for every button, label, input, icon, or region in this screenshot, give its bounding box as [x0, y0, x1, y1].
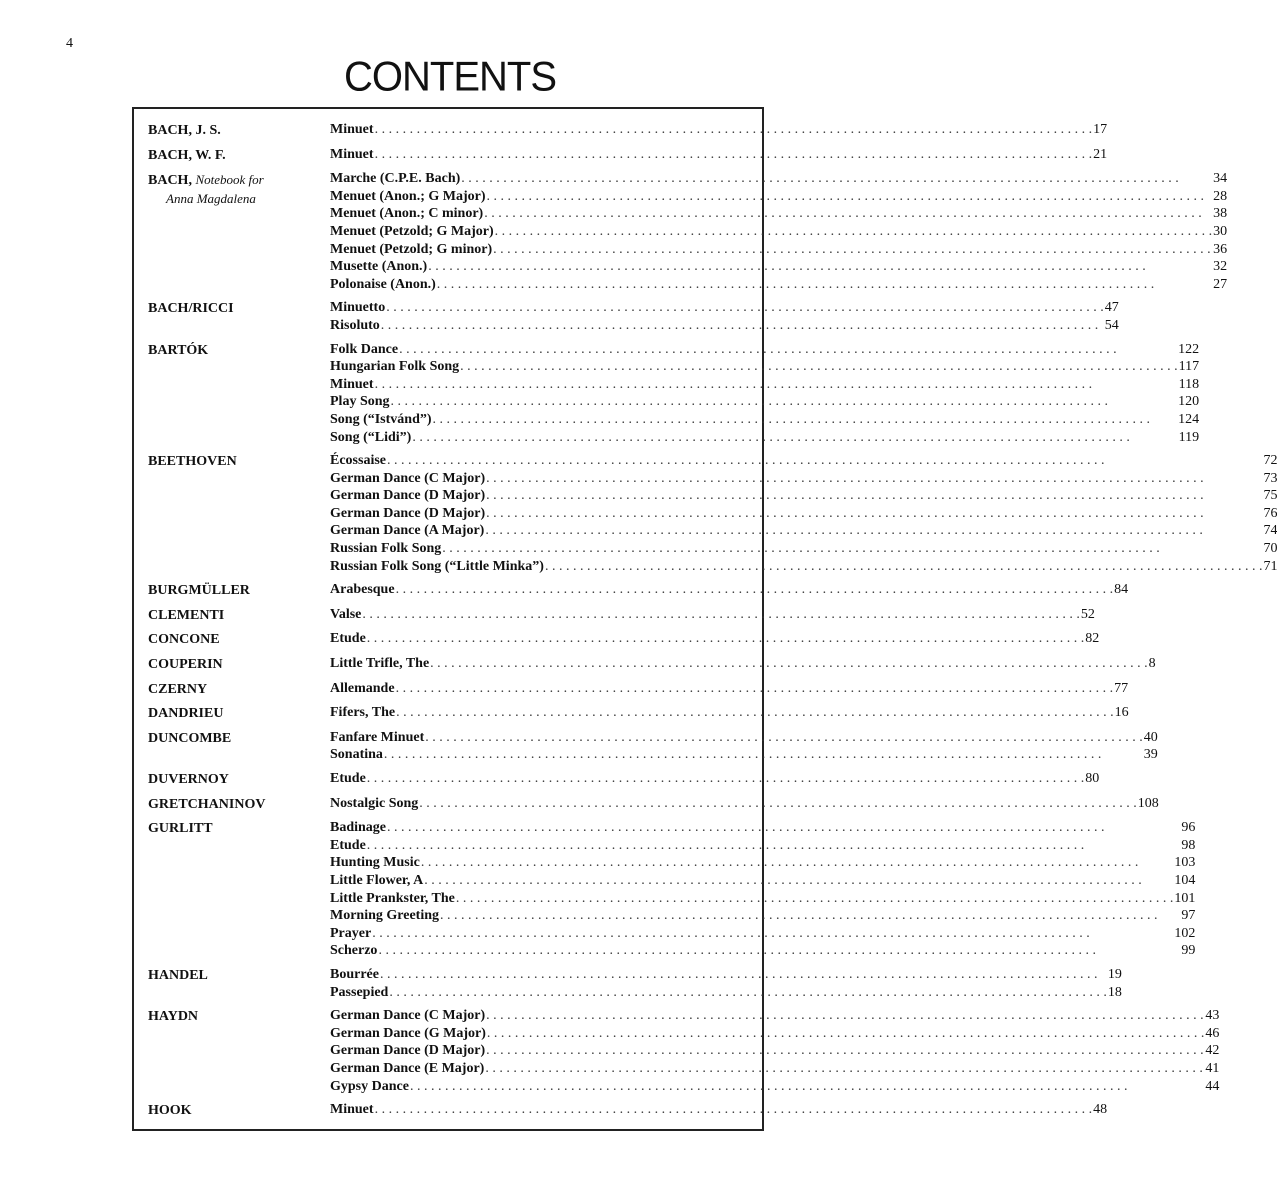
piece-title: Minuet: [330, 146, 374, 162]
piece-entry: [330, 746, 1158, 764]
piece-list: [330, 630, 1099, 649]
page-ref: 76: [1263, 505, 1277, 521]
page-ref: 19: [1107, 966, 1122, 982]
piece-title: Nostalgic Song: [330, 795, 419, 811]
piece-title: Russian Folk Song: [330, 541, 442, 557]
dot-leader: [493, 241, 1212, 259]
piece-entry: [330, 680, 1128, 698]
composer-name: [148, 630, 330, 649]
composer-name: [148, 299, 330, 334]
composer-name: [148, 170, 330, 293]
piece-entry: [330, 341, 1199, 359]
piece-entry: [330, 258, 1227, 276]
piece-title: Hunting Music: [330, 855, 420, 871]
composer-label: DANDRIEU: [148, 706, 224, 722]
dot-leader: [367, 630, 1085, 648]
dot-leader: [381, 317, 1104, 335]
composer-note: Notebook for: [195, 172, 264, 188]
page-ref: 117: [1178, 359, 1200, 375]
composer-name: [148, 1101, 330, 1120]
dot-leader: [545, 558, 1263, 576]
piece-entry: [330, 984, 1122, 1002]
page-ref: 54: [1104, 317, 1119, 333]
piece-title: Song (“Istvánd”): [330, 411, 432, 427]
piece-title: Folk Dance: [330, 341, 399, 357]
piece-title: Minuetto: [330, 300, 386, 316]
piece-entry: [330, 704, 1129, 722]
piece-title: Écossaise: [330, 453, 386, 469]
composer-group: [148, 1007, 1220, 1095]
piece-entry: [330, 606, 1095, 624]
page-ref: 21: [1093, 146, 1108, 162]
dot-leader: [495, 223, 1213, 241]
piece-list: [330, 819, 1195, 960]
dot-leader: [487, 1025, 1205, 1043]
piece-title: Allemande: [330, 680, 395, 696]
piece-entry: [330, 1060, 1219, 1078]
page-ref: 46: [1205, 1025, 1220, 1041]
composer-group: [148, 1101, 1108, 1120]
piece-title: Little Trifle, The: [330, 656, 430, 672]
composer-label: GURLITT: [148, 821, 213, 837]
dot-leader: [375, 146, 1093, 164]
piece-list: [330, 1101, 1107, 1120]
composer-group: [148, 630, 1100, 649]
dot-leader: [372, 925, 1173, 943]
composer-name: [148, 729, 330, 764]
page-ref: 102: [1174, 925, 1196, 941]
page-ref: 8: [1148, 656, 1156, 672]
page-ref: 99: [1181, 943, 1196, 959]
page-ref: 42: [1205, 1043, 1220, 1059]
composer-label: BURGMÜLLER: [148, 583, 250, 599]
piece-title: Minuet: [330, 376, 374, 392]
composer-label: GRETCHANINOV: [148, 796, 266, 812]
dot-leader: [419, 795, 1137, 813]
composer-label: BARTÓK: [148, 342, 209, 358]
page-title: CONTENTS: [344, 53, 556, 101]
piece-title: Scherzo: [330, 943, 378, 959]
piece-title: Fifers, The: [330, 705, 396, 721]
piece-list: [330, 680, 1128, 699]
composer-label: HOOK: [148, 1103, 192, 1119]
composer-group: [148, 170, 1228, 293]
dot-leader: [428, 258, 1212, 276]
piece-title: Menuet (Anon.; G Major): [330, 188, 486, 204]
piece-title: Gypsy Dance: [330, 1078, 409, 1094]
dot-leader: [486, 505, 1262, 523]
page-ref: 32: [1213, 259, 1228, 275]
composer-group: [148, 680, 1129, 699]
dot-leader: [367, 770, 1085, 788]
dot-leader: [440, 907, 1180, 925]
composer-name: [148, 680, 330, 699]
composer-group: [148, 795, 1159, 814]
composer-group: [148, 819, 1196, 960]
piece-entry: [330, 907, 1195, 925]
page-ref: 82: [1085, 631, 1100, 647]
page-ref: 75: [1263, 488, 1277, 504]
composer-group: [148, 146, 1108, 165]
composer-label: DUVERNOY: [148, 772, 229, 787]
piece-entry: [330, 795, 1159, 813]
dot-leader: [433, 411, 1178, 429]
page-ref: 98: [1181, 837, 1196, 853]
composer-label: CONCONE: [148, 632, 220, 648]
composer-name: [148, 121, 330, 140]
composer-name: [148, 770, 330, 789]
page-ref: 104: [1174, 872, 1196, 888]
piece-title: Hungarian Folk Song: [330, 359, 460, 375]
dot-leader: [421, 854, 1173, 872]
piece-entry: [330, 317, 1119, 335]
contents-frame: [132, 107, 1277, 1131]
page-ref: 72: [1263, 453, 1277, 469]
page-ref: 43: [1205, 1008, 1220, 1024]
composer-name: [148, 795, 330, 814]
composer-name: [148, 606, 330, 625]
dot-leader: [378, 942, 1180, 960]
piece-entry: [330, 655, 1156, 673]
page-ref: 47: [1104, 300, 1119, 316]
dot-leader: [375, 376, 1178, 394]
dot-leader: [387, 819, 1180, 837]
piece-title: German Dance (C Major): [330, 1008, 486, 1024]
piece-list: [330, 170, 1227, 293]
page-ref: 36: [1213, 241, 1228, 257]
page-ref: 41: [1205, 1060, 1220, 1076]
dot-leader: [437, 276, 1212, 294]
composer-group: [148, 452, 1277, 575]
piece-entry: [330, 411, 1199, 429]
composer-name: [148, 341, 330, 447]
composer-group: [148, 770, 1100, 789]
piece-title: Little Prankster, The: [330, 890, 455, 906]
piece-title: Badinage: [330, 820, 387, 836]
dot-leader: [391, 393, 1178, 411]
page-ref: 118: [1178, 376, 1200, 392]
piece-title: Play Song: [330, 394, 390, 410]
composer-label: COUPERIN: [148, 657, 223, 673]
page-number: 4: [66, 36, 73, 51]
piece-list: [330, 729, 1158, 764]
page-ref: 96: [1181, 820, 1196, 836]
piece-title: German Dance (D Major): [330, 1043, 486, 1059]
piece-title: Prayer: [330, 925, 372, 941]
composer-name: [148, 581, 330, 600]
piece-list: [330, 1007, 1219, 1095]
page-ref: 16: [1114, 705, 1129, 721]
piece-list: [330, 606, 1095, 625]
piece-entry: [330, 452, 1277, 470]
dot-leader: [399, 341, 1177, 359]
piece-title: Song (“Lidi”): [330, 429, 412, 445]
dot-leader: [461, 170, 1212, 188]
page-ref: 108: [1137, 795, 1159, 811]
page-ref: 74: [1263, 523, 1277, 539]
page-ref: 120: [1178, 394, 1200, 410]
piece-title: German Dance (G Major): [330, 1025, 486, 1041]
composer-name: [148, 1007, 330, 1095]
dot-leader: [442, 540, 1262, 558]
piece-entry: [330, 121, 1107, 139]
piece-title: Etude: [330, 631, 366, 647]
composer-group: [148, 606, 1095, 625]
page-ref: 34: [1213, 171, 1228, 187]
page-ref: 18: [1107, 984, 1122, 1000]
piece-title: Russian Folk Song (“Little Minka”): [330, 558, 544, 574]
piece-entry: [330, 925, 1195, 943]
piece-title: Minuet: [330, 122, 374, 137]
page-ref: 101: [1174, 890, 1196, 906]
piece-entry: [330, 966, 1122, 984]
piece-title: Polonaise (Anon.): [330, 276, 436, 292]
composer-name: [148, 819, 330, 960]
piece-list: [330, 655, 1156, 674]
page-ref: 84: [1114, 582, 1129, 598]
piece-title: Musette (Anon.): [330, 259, 428, 275]
dot-leader: [375, 121, 1093, 139]
composer-label: DUNCOMBE: [148, 730, 232, 746]
composer-group: [148, 966, 1122, 1001]
page-ref: 70: [1263, 541, 1277, 557]
composer-name: [148, 146, 330, 165]
piece-title: Morning Greeting: [330, 908, 440, 924]
page-ref: 97: [1181, 908, 1196, 924]
dot-leader: [396, 704, 1114, 722]
piece-entry: [330, 522, 1277, 540]
page-ref: 71: [1263, 558, 1277, 574]
piece-title: Marche (C.P.E. Bach): [330, 171, 461, 187]
page-ref: 80: [1085, 771, 1100, 786]
piece-entry: [330, 276, 1227, 294]
dot-leader: [456, 890, 1174, 908]
dot-leader: [484, 205, 1212, 223]
dot-leader: [412, 429, 1177, 447]
piece-entry: [330, 1025, 1219, 1043]
piece-list: [330, 121, 1107, 140]
dot-leader: [386, 299, 1104, 317]
composer-label: BEETHOVEN: [148, 454, 237, 470]
piece-entry: [330, 393, 1199, 411]
piece-entry: [330, 630, 1099, 648]
piece-title: Sonatina: [330, 747, 383, 763]
piece-entry: [330, 505, 1277, 523]
piece-entry: [330, 205, 1227, 223]
piece-title: Menuet (Petzold; G Major): [330, 223, 494, 239]
composer-group: [148, 655, 1156, 674]
piece-title: German Dance (A Major): [330, 523, 485, 539]
composer-group: [148, 299, 1119, 334]
composer-name: [148, 452, 330, 575]
composer-name: [148, 655, 330, 674]
composer-label: HANDEL: [148, 967, 208, 983]
piece-entry: [330, 170, 1227, 188]
dot-leader: [430, 655, 1148, 673]
piece-list: [330, 146, 1107, 165]
piece-entry: [330, 819, 1195, 837]
piece-entry: [330, 872, 1195, 890]
composer-group: [148, 341, 1200, 447]
page-ref: 44: [1205, 1078, 1220, 1094]
piece-list: [330, 770, 1099, 789]
piece-entry: [330, 358, 1199, 376]
page-ref: 17: [1093, 122, 1108, 137]
dot-leader: [410, 1078, 1204, 1096]
piece-title: Menuet (Petzold; G minor): [330, 241, 493, 257]
page-ref: 52: [1080, 606, 1095, 622]
page-ref: 103: [1174, 855, 1196, 871]
piece-list: [330, 795, 1159, 814]
piece-title: Risoluto: [330, 317, 380, 333]
page-ref: 124: [1178, 411, 1200, 427]
piece-list: [330, 704, 1129, 723]
composer-label: BACH,: [148, 173, 192, 189]
composer-label: BACH, W. F.: [148, 147, 226, 163]
piece-title: German Dance (C Major): [330, 470, 486, 486]
piece-list: [330, 452, 1277, 575]
piece-entry: [330, 837, 1195, 855]
piece-entry: [330, 558, 1277, 576]
page-ref: 122: [1178, 341, 1200, 357]
dot-leader: [362, 606, 1080, 624]
piece-title: Minuet: [330, 1102, 374, 1118]
composer-group: [148, 121, 1108, 140]
dot-leader: [485, 522, 1262, 540]
piece-entry: [330, 241, 1227, 259]
dot-leader: [396, 680, 1114, 698]
piece-list: [330, 966, 1122, 1001]
piece-entry: [330, 487, 1277, 505]
piece-entry: [330, 890, 1195, 908]
page-ref: 73: [1263, 470, 1277, 486]
composer-name: [148, 704, 330, 723]
piece-title: Etude: [330, 771, 366, 786]
page-ref: 38: [1213, 206, 1228, 222]
page-ref: 40: [1143, 729, 1158, 745]
dot-leader: [367, 837, 1181, 855]
piece-entry: [330, 429, 1199, 447]
piece-entry: [330, 188, 1227, 206]
dot-leader: [486, 1007, 1204, 1025]
dot-leader: [387, 452, 1262, 470]
page-ref: 27: [1213, 276, 1228, 292]
piece-entry: [330, 146, 1107, 164]
piece-entry: [330, 540, 1277, 558]
piece-title: German Dance (E Major): [330, 1060, 485, 1076]
dot-leader: [424, 872, 1173, 890]
piece-title: Menuet (Anon.; C minor): [330, 206, 484, 222]
page-ref: 28: [1213, 188, 1228, 204]
dot-leader: [486, 470, 1262, 488]
page-ref: 39: [1143, 747, 1158, 763]
page-ref: 30: [1213, 223, 1228, 239]
piece-entry: [330, 1007, 1219, 1025]
dot-leader: [425, 729, 1143, 747]
dot-leader: [486, 487, 1262, 505]
page-ref: 119: [1178, 429, 1200, 445]
composer-subtitle: Anna Magdalena: [166, 190, 256, 206]
piece-entry: [330, 1101, 1107, 1119]
piece-entry: [330, 854, 1195, 872]
dot-leader: [460, 358, 1178, 376]
piece-list: [330, 581, 1128, 600]
piece-title: German Dance (D Major): [330, 488, 486, 504]
piece-title: Valse: [330, 606, 362, 622]
page-ref: 77: [1114, 680, 1129, 696]
dot-leader: [485, 1060, 1204, 1078]
page-ref: 48: [1093, 1102, 1108, 1118]
dot-leader: [389, 984, 1107, 1002]
dot-leader: [486, 1042, 1204, 1060]
dot-leader: [380, 966, 1107, 984]
dot-leader: [396, 581, 1114, 599]
piece-title: Arabesque: [330, 582, 395, 598]
piece-entry: [330, 729, 1158, 747]
dot-leader: [384, 746, 1143, 764]
piece-entry: [330, 376, 1199, 394]
contents-list: [148, 121, 1277, 1126]
composer-label: HAYDN: [148, 1009, 199, 1025]
piece-entry: [330, 770, 1099, 788]
piece-entry: [330, 1042, 1219, 1060]
piece-title: Etude: [330, 837, 366, 853]
piece-title: Fanfare Minuet: [330, 729, 425, 745]
piece-title: Little Flower, A: [330, 872, 424, 888]
piece-entry: [330, 470, 1277, 488]
dot-leader: [487, 188, 1213, 206]
piece-entry: [330, 299, 1119, 317]
piece-entry: [330, 942, 1195, 960]
composer-label: BACH, J. S.: [148, 123, 221, 138]
composer-group: [148, 729, 1158, 764]
piece-title: Bourrée: [330, 966, 379, 982]
composer-label: CZERNY: [148, 681, 208, 697]
piece-list: [330, 341, 1199, 447]
composer-label: CLEMENTI: [148, 607, 225, 623]
composer-label: BACH/RICCI: [148, 301, 234, 317]
piece-entry: [330, 223, 1227, 241]
piece-title: Passepied: [330, 984, 389, 1000]
piece-title: German Dance (D Major): [330, 505, 486, 521]
composer-group: [148, 581, 1129, 600]
composer-group: [148, 704, 1129, 723]
piece-entry: [330, 581, 1128, 599]
piece-entry: [330, 1078, 1219, 1096]
composer-name: [148, 966, 330, 1001]
piece-list: [330, 299, 1119, 334]
dot-leader: [375, 1101, 1093, 1119]
